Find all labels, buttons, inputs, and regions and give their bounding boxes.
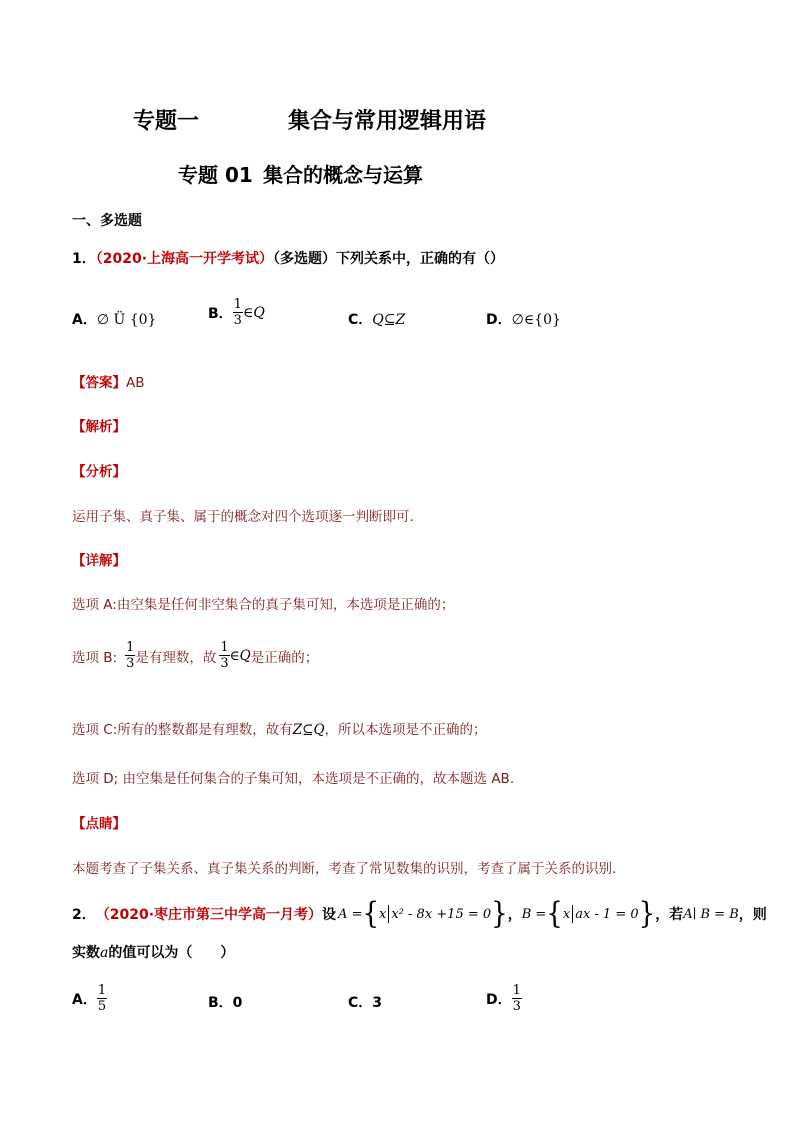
- question-text: 下列关系中，正确的有（）: [336, 251, 505, 267]
- detail-a: 选项 A:由空集是任何非空集合的真子集可知，本选项是正确的；: [72, 597, 455, 613]
- dianjing-text: 本题考查了子集关系、真子集关系的判断，考查了常见数集的识别，考查了属于关系的识别.: [72, 861, 617, 877]
- fraction: $\frac{1}{5}$: [97, 983, 107, 1014]
- dianjing-tag: 【点睛】: [72, 816, 126, 832]
- question-2-stem: 2． （2020·枣庄市第三中学高一月考） 设 A = { x x² - 8x +15 = 0 } ， B = { x ax - 1 = 0 } ，若 A∣ B = B ，则: [72, 896, 767, 932]
- q2-option-a: A． $\frac{1}{5}$: [72, 983, 107, 1014]
- answer-tag: 【答案】: [72, 375, 126, 391]
- question-source: （2020·枣庄市第三中学高一月考）: [95, 907, 323, 923]
- option-a-math: ∅ Ü {0}: [96, 312, 157, 328]
- option-b-relation: ∈Q: [242, 304, 265, 321]
- detail-b: 选项 B: $\frac{1}{3}$ 是有理数，故 $\frac{1}{3}$ ∈Q 是正确的；: [72, 640, 319, 671]
- question-number: 2．: [72, 907, 96, 923]
- q2-option-d: D． $\frac{1}{3}$: [486, 983, 521, 1014]
- fraction: $\frac{1}{3}$: [220, 640, 229, 671]
- subtopic-title: 集合的概念与运算: [263, 163, 423, 187]
- fenxi-text: 运用子集、真子集、属于的概念对四个选项逐一判断即可.: [72, 509, 414, 525]
- option-d-math: ∅∈{0}: [511, 312, 561, 328]
- question-number: 1．: [72, 251, 96, 267]
- question-type: （多选题）: [273, 251, 337, 267]
- topic-title: 集合与常用逻辑用语: [288, 109, 487, 134]
- fraction: $\frac{1}{3}$: [512, 983, 521, 1014]
- answer-value: AB: [126, 375, 145, 391]
- subtopic-label: 专题 01: [178, 163, 253, 187]
- section-heading: 一、多选题: [72, 213, 142, 229]
- answer-line: [72, 371, 145, 391]
- detail-d: 选项 D; 由空集是任何集合的子集可知，本选项是不正确的，故本题选 AB.: [72, 771, 515, 787]
- q1-option-a: A．∅ Ü {0}: [72, 312, 157, 328]
- xiangjie-tag: 【详解】: [72, 553, 126, 569]
- q1-option-c: C．Q⊆Z: [348, 312, 406, 328]
- question-2-line2: 实数a的值可以为（ ）: [72, 945, 235, 961]
- option-c-math: Q⊆Z: [372, 312, 406, 328]
- fenxi-tag: 【分析】: [72, 464, 126, 480]
- q2-option-c: C．3: [348, 995, 383, 1011]
- q2-option-b: B．0: [208, 995, 243, 1011]
- q1-option-d: D．∅∈{0}: [486, 312, 561, 328]
- fraction: $\frac{1}{3}$: [126, 640, 135, 671]
- topic-label: 专题一: [133, 109, 200, 134]
- question-1-stem: [72, 248, 504, 268]
- analysis-tag: 【解析】: [72, 419, 126, 435]
- fraction: $\frac{1}{3}$: [233, 297, 242, 328]
- question-source: （2020·上海高一开学考试）: [95, 251, 274, 267]
- detail-c: 选项 C:所有的整数都是有理数，故有Z⊆Q，所以本选项是不正确的；: [72, 722, 487, 738]
- q1-option-b: B． $\frac{1}{3}$ ∈Q: [208, 297, 265, 328]
